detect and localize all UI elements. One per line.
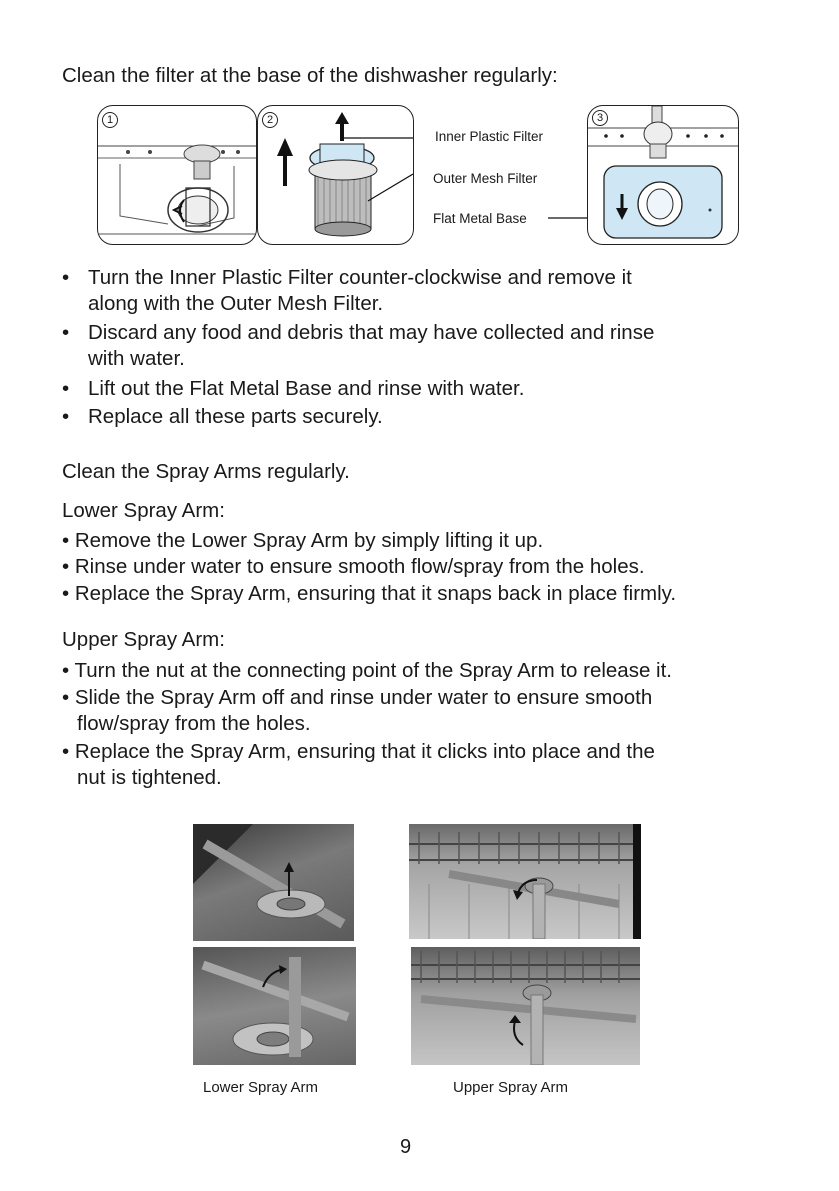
upper-spray-arm-photo-2 [411, 947, 640, 1065]
filter-step-1-line-1: Turn the Inner Plastic Filter counter-clockwise and remove it [88, 266, 632, 289]
spray-arms-heading: Clean the Spray Arms regularly. [62, 460, 350, 483]
lower-spray-arm-rotate-icon [193, 947, 356, 1065]
lower-spray-arm-heading: Lower Spray Arm: [62, 499, 225, 522]
filter-step-1-line-2: along with the Outer Mesh Filter. [88, 292, 384, 315]
lower-spray-arm-lift-icon [193, 824, 354, 941]
filter-panel-3 [587, 105, 739, 245]
filter-heading: Clean the filter at the base of the dishwasher regularly: [62, 64, 558, 87]
filter-bullet-2: • [62, 321, 70, 344]
dishwasher-base-illustration-icon [98, 106, 256, 244]
panel-number-1: 1 [102, 112, 118, 128]
filter-bullet-3: • [62, 377, 70, 400]
callout-outer-mesh-filter: Outer Mesh Filter [433, 171, 538, 186]
panel-number-2: 2 [262, 112, 278, 128]
upper-spray-arm-photo-1 [409, 824, 641, 939]
lower-spray-arm-photo-1 [193, 824, 354, 941]
lower-spray-arm-step-1: • Remove the Lower Spray Arm by simply lifting it up. [62, 529, 544, 552]
upper-spray-arm-heading: Upper Spray Arm: [62, 628, 225, 651]
caption-lower-spray-arm: Lower Spray Arm [203, 1079, 319, 1096]
upper-spray-arm-step-2-line-2: flow/spray from the holes. [77, 712, 311, 735]
filter-assembly-illustration-icon [258, 106, 413, 244]
filter-bullet-4: • [62, 405, 70, 428]
filter-panel-2 [257, 105, 414, 245]
upper-spray-arm-step-3-line-2: nut is tightened. [77, 766, 222, 789]
filter-step-4-line-1: Replace all these parts securely. [88, 405, 383, 428]
filter-step-2-line-2: with water. [88, 347, 185, 370]
filter-step-3-line-1: Lift out the Flat Metal Base and rinse with water. [88, 377, 525, 400]
filter-bullet-1: • [62, 266, 70, 289]
callout-inner-plastic-filter: Inner Plastic Filter [435, 129, 544, 144]
filter-panel-1 [97, 105, 257, 245]
upper-spray-arm-step-2-line-1: • Slide the Spray Arm off and rinse under water to ensure smooth [62, 686, 653, 709]
lower-spray-arm-step-2: • Rinse under water to ensure smooth flow/spray from the holes. [62, 555, 645, 578]
callout-flat-metal-base: Flat Metal Base [433, 211, 527, 226]
lower-spray-arm-photo-2 [193, 947, 356, 1065]
upper-rack-release-icon [409, 824, 641, 939]
upper-spray-arm-step-3-line-1: • Replace the Spray Arm, ensuring that it clicks into place and the [62, 740, 655, 763]
upper-spray-arm-step-1: • Turn the nut at the connecting point of the Spray Arm to release it. [62, 659, 673, 682]
filter-step-2-line-1: Discard any food and debris that may have collected and rinse [88, 321, 655, 344]
flat-metal-base-illustration-icon [588, 106, 738, 244]
upper-spray-arm-remove-icon [411, 947, 640, 1065]
lower-spray-arm-step-3: • Replace the Spray Arm, ensuring that it snaps back in place firmly. [62, 582, 677, 605]
caption-upper-spray-arm: Upper Spray Arm [453, 1079, 569, 1096]
page-number: 9 [400, 1136, 412, 1158]
panel-number-3: 3 [592, 110, 608, 126]
